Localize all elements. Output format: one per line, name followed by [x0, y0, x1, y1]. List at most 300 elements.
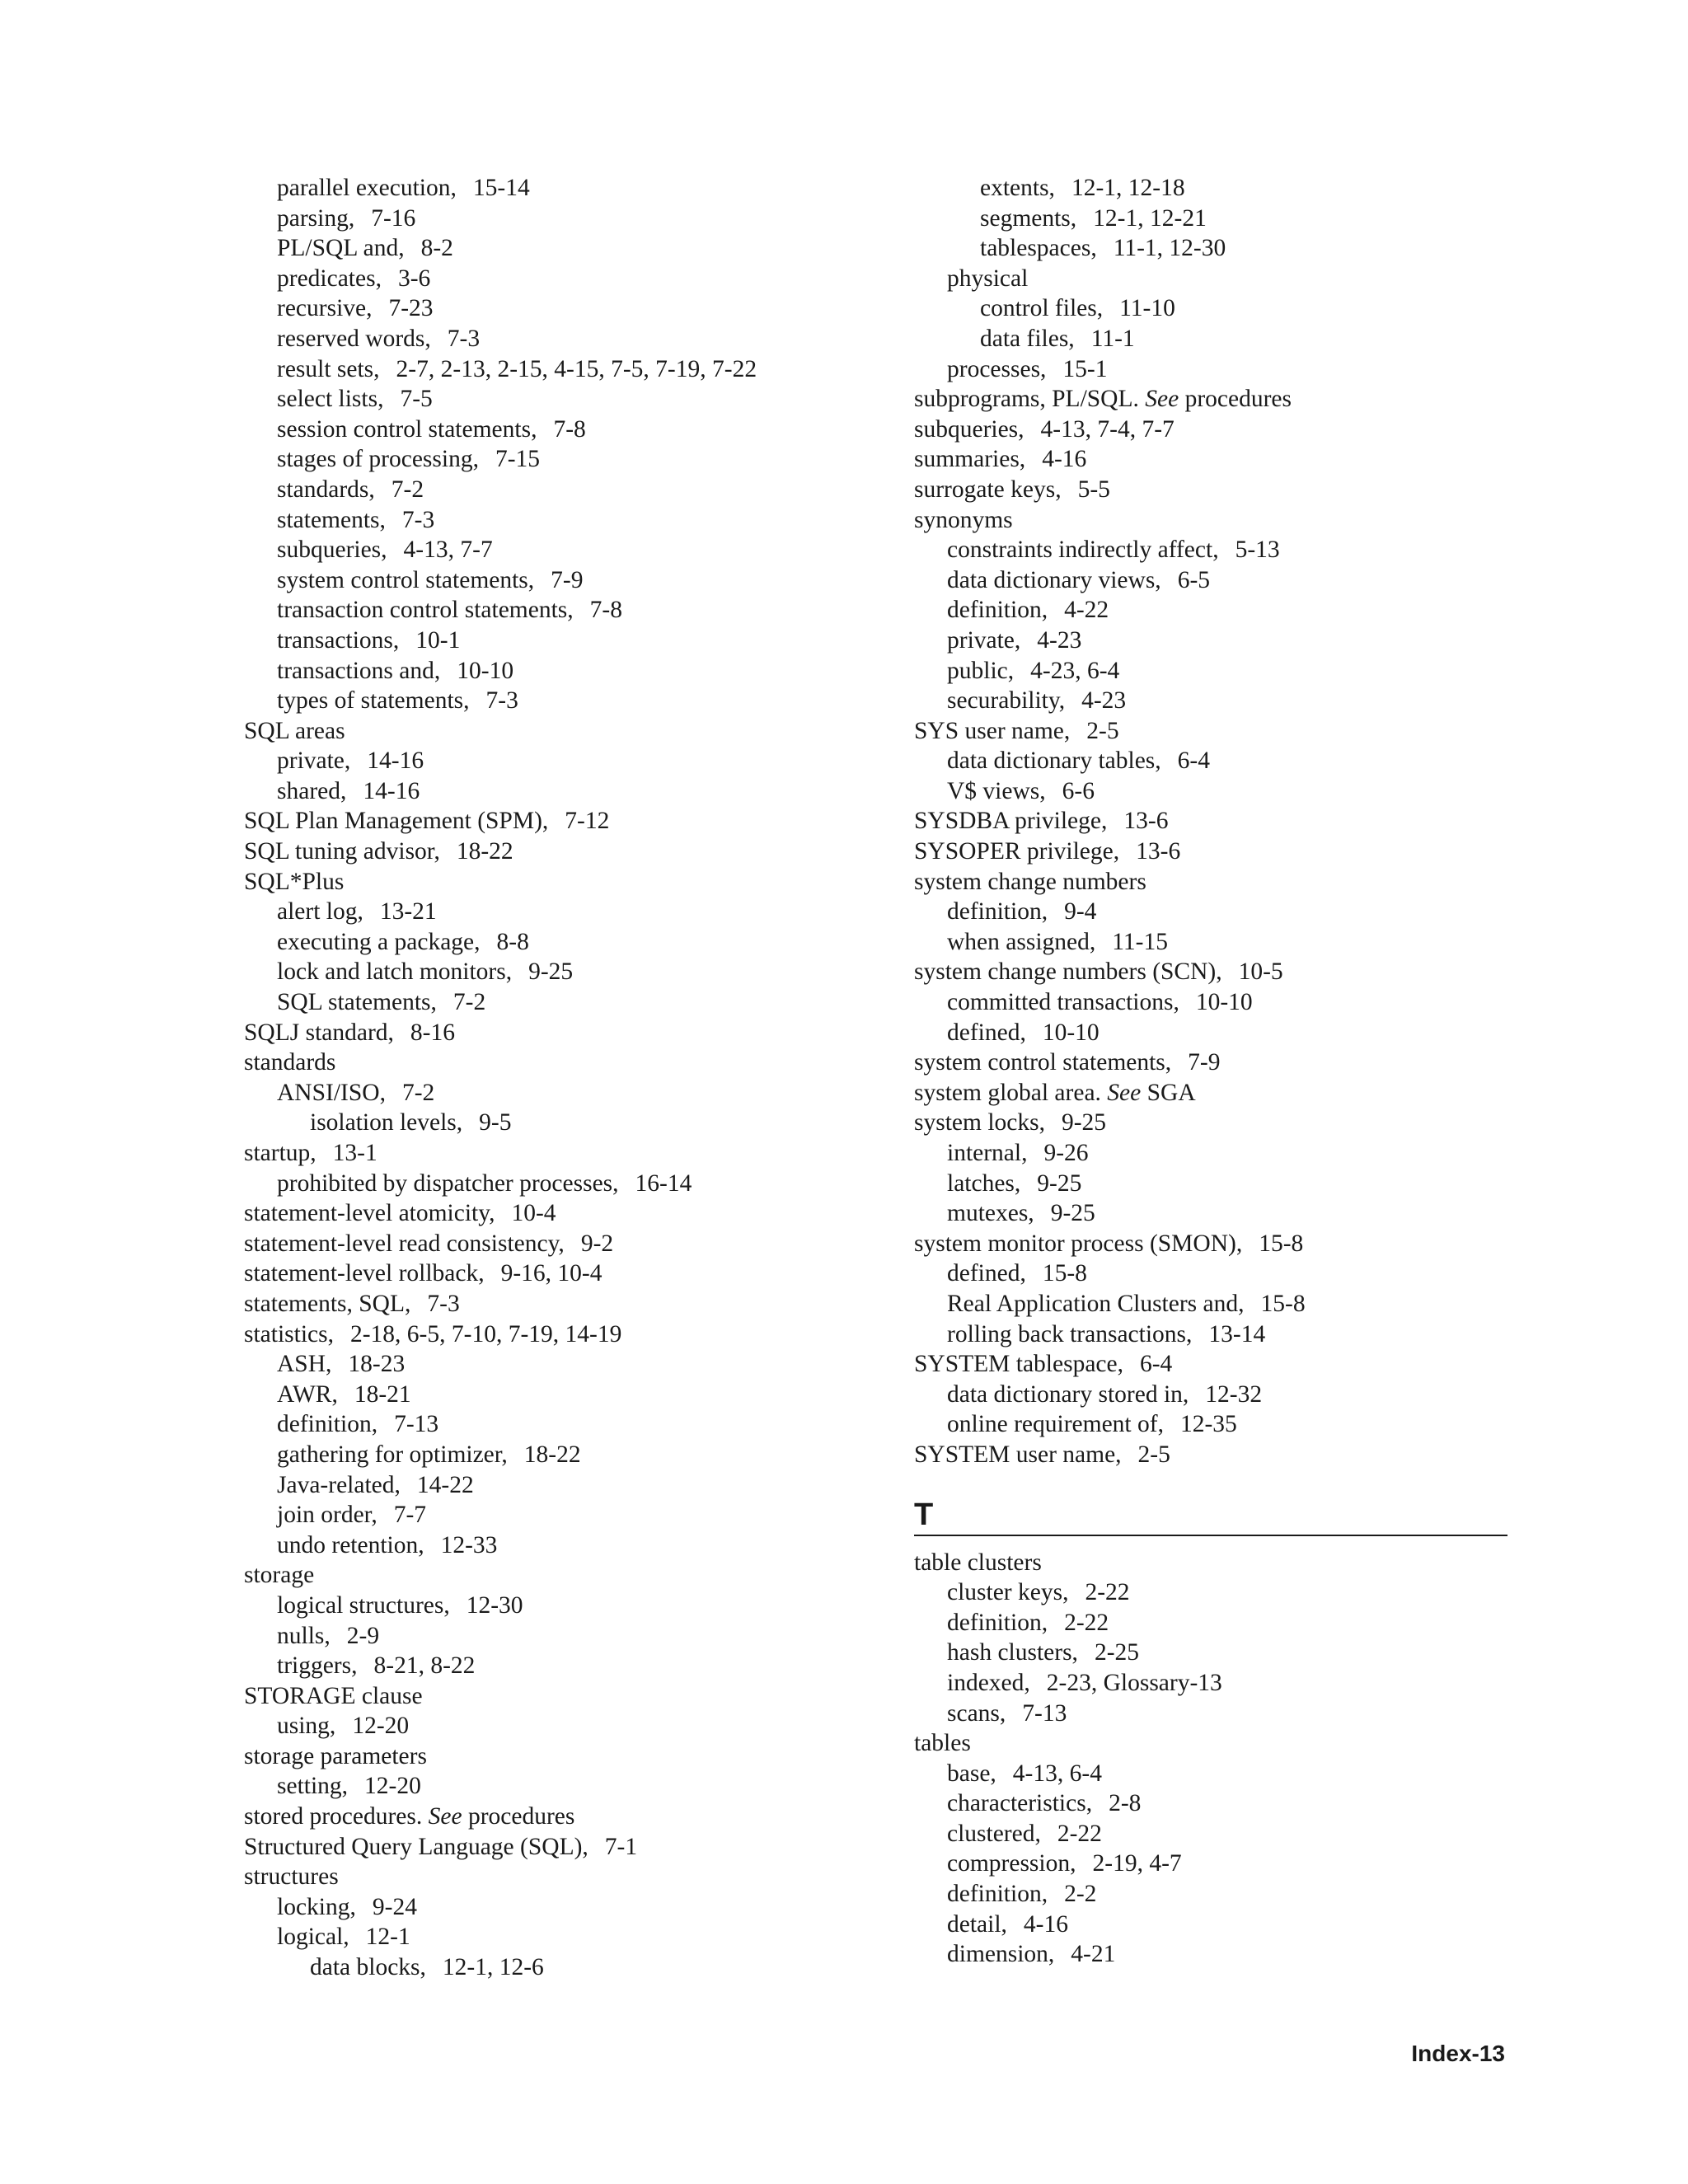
page-references[interactable]: 18-23: [348, 1351, 406, 1378]
page-references[interactable]: 11-1: [1090, 325, 1135, 352]
page-references[interactable]: 7-2: [452, 989, 486, 1016]
index-entry: [244, 1832, 887, 1863]
page-references[interactable]: 4-23, 6-4: [1030, 657, 1120, 684]
index-term: internal,: [947, 1140, 1028, 1166]
index-entry: [244, 1047, 887, 1078]
page-references[interactable]: 13-1: [332, 1140, 377, 1166]
index-term: stored procedures.: [244, 1803, 423, 1830]
index-entry: [914, 1879, 1507, 1910]
index-entry: [914, 1849, 1507, 1879]
page-references[interactable]: 13-14: [1208, 1320, 1266, 1347]
index-entry: [914, 384, 1507, 415]
index-term: when assigned,: [947, 928, 1096, 955]
page-references[interactable]: 7-9: [551, 566, 584, 593]
page-references[interactable]: 6-4: [1139, 1351, 1173, 1378]
page-references[interactable]: 7-3: [401, 506, 435, 533]
index-entry: [244, 656, 887, 687]
page-references[interactable]: 8-16: [410, 1019, 455, 1046]
index-term: transactions,: [277, 626, 400, 654]
index-entry: [244, 1409, 887, 1440]
index-term: SQL*Plus: [244, 868, 345, 895]
index-entry: [914, 746, 1507, 776]
index-term: SQL Plan Management (SPM),: [244, 808, 549, 835]
index-term: logical,: [277, 1924, 349, 1951]
index-entry: [244, 1198, 887, 1229]
index-entry: [244, 264, 887, 294]
index-entry: [244, 1892, 887, 1923]
index-term: STORAGE clause: [244, 1682, 423, 1709]
index-term: data files,: [980, 325, 1075, 352]
index-entry: [914, 233, 1507, 264]
index-term: alert log,: [277, 898, 363, 926]
index-term: isolation levels,: [310, 1109, 463, 1137]
index-term: compression,: [947, 1850, 1076, 1877]
index-entry: [914, 1699, 1507, 1729]
page-references[interactable]: 7-8: [553, 415, 586, 443]
index-entry: [244, 837, 887, 867]
page-references[interactable]: 16-14: [635, 1169, 692, 1197]
see-reference-label: See: [428, 1803, 462, 1830]
page-references[interactable]: 2-22: [1064, 1609, 1109, 1636]
page-references[interactable]: 4-16: [1042, 446, 1087, 473]
index-entry: [914, 837, 1507, 867]
index-entry: [914, 535, 1507, 565]
page-references[interactable]: 6-4: [1177, 748, 1210, 775]
page-references[interactable]: 12-30: [466, 1591, 523, 1619]
page-references[interactable]: 7-1: [604, 1833, 638, 1860]
index-term: private,: [947, 626, 1021, 654]
page-references[interactable]: 18-21: [354, 1380, 411, 1408]
index-entry: [244, 1380, 887, 1410]
index-entry: [244, 1258, 887, 1289]
index-term: session control statements,: [277, 415, 537, 443]
index-entry: [244, 1530, 887, 1561]
index-entry: [914, 1047, 1507, 1078]
page-references[interactable]: 7-13: [394, 1411, 439, 1438]
index-column-left: [244, 173, 887, 1983]
index-term: statement-level rollback,: [244, 1260, 485, 1287]
page-references[interactable]: 4-21: [1071, 1941, 1116, 1968]
index-entry: [244, 776, 887, 807]
index-entry: [244, 1651, 887, 1681]
index-term: ASH,: [277, 1351, 332, 1378]
index-entry: [914, 173, 1507, 204]
index-column-right: [914, 173, 1507, 1970]
index-term: undo retention,: [277, 1531, 424, 1558]
page-references[interactable]: 15-8: [1259, 1230, 1304, 1257]
index-entry: [914, 1078, 1507, 1108]
index-entry: [244, 1621, 887, 1652]
index-term: triggers,: [277, 1652, 358, 1680]
page-references[interactable]: 12-20: [352, 1713, 410, 1740]
index-entry: [244, 1560, 887, 1591]
page-references[interactable]: 13-21: [379, 898, 437, 926]
index-entry: [914, 354, 1507, 385]
index-term: parallel execution,: [277, 175, 457, 201]
page-references[interactable]: 14-16: [367, 748, 424, 775]
page-references[interactable]: 9-2: [580, 1230, 614, 1257]
index-term: constraints indirectly affect,: [947, 537, 1219, 564]
page-references[interactable]: 3-6: [397, 265, 431, 292]
index-entry: [914, 204, 1507, 234]
page-references[interactable]: 12-1, 12-18: [1071, 175, 1185, 201]
index-term: system change numbers: [914, 868, 1146, 895]
index-entries-s: [914, 173, 1507, 1470]
page-references[interactable]: 7-15: [495, 446, 541, 473]
index-term: SQL tuning advisor,: [244, 838, 440, 865]
index-entry: [244, 1470, 887, 1501]
page-references[interactable]: 12-35: [1179, 1411, 1237, 1438]
index-entry: [914, 1409, 1507, 1440]
page-references[interactable]: 4-23: [1081, 687, 1127, 715]
index-entry: [914, 1577, 1507, 1608]
index-entry: [244, 233, 887, 264]
index-term: Structured Query Language (SQL),: [244, 1833, 588, 1860]
page-references[interactable]: 4-13, 7-7: [403, 537, 493, 564]
page-references[interactable]: 2-9: [346, 1622, 380, 1649]
index-entry: [914, 1018, 1507, 1048]
index-entry: [244, 1440, 887, 1470]
index-term: using,: [277, 1713, 336, 1740]
index-entry: [914, 1258, 1507, 1289]
index-term: subqueries,: [277, 537, 387, 564]
index-entry: [244, 1862, 887, 1892]
page-references[interactable]: 6-6: [1062, 777, 1095, 804]
index-term: scans,: [947, 1699, 1006, 1727]
index-entry: [914, 806, 1507, 837]
page-references[interactable]: 9-25: [528, 958, 574, 986]
index-entry: [244, 1681, 887, 1712]
page-references[interactable]: 4-13, 7-4, 7-7: [1040, 415, 1175, 443]
page-references[interactable]: 14-22: [416, 1471, 474, 1498]
index-term: system control statements,: [914, 1049, 1172, 1076]
page-references[interactable]: 4-13, 6-4: [1012, 1760, 1102, 1787]
page-references[interactable]: 7-13: [1022, 1699, 1067, 1727]
index-term: SYSOPER privilege,: [914, 838, 1120, 865]
index-entry: [244, 1138, 887, 1169]
page-references[interactable]: 5-13: [1235, 537, 1280, 564]
index-term: securability,: [947, 687, 1066, 715]
index-term: system monitor process (SMON),: [914, 1230, 1243, 1257]
page-references[interactable]: 2-22: [1057, 1820, 1102, 1847]
index-entry: [914, 1169, 1507, 1199]
page-references[interactable]: 2-22: [1085, 1579, 1130, 1606]
index-entry: [914, 595, 1507, 626]
index-term: statement-level atomicity,: [244, 1200, 495, 1227]
index-entry: [914, 776, 1507, 807]
index-entry: [914, 1440, 1507, 1470]
page-references[interactable]: 2-2: [1064, 1881, 1097, 1908]
page-references[interactable]: 7-9: [1188, 1049, 1221, 1076]
index-entry: [244, 505, 887, 536]
index-entry: [914, 324, 1507, 354]
page-references[interactable]: 7-16: [371, 204, 416, 232]
index-entry: [914, 565, 1507, 596]
index-term: V$ views,: [947, 777, 1046, 804]
page-references[interactable]: 7-3: [427, 1290, 460, 1317]
index-term: SQL areas: [244, 717, 345, 744]
index-term: mutexes,: [947, 1200, 1034, 1227]
page-references[interactable]: 2-18, 6-5, 7-10, 7-19, 14-19: [349, 1320, 622, 1347]
index-term: clustered,: [947, 1820, 1041, 1847]
index-entry: [244, 1349, 887, 1380]
index-entry: [244, 565, 887, 596]
index-entry: [244, 867, 887, 898]
index-entry: [914, 505, 1507, 536]
page-references[interactable]: 7-23: [388, 295, 434, 322]
page-references[interactable]: 12-20: [364, 1773, 421, 1800]
page-references[interactable]: 15-8: [1260, 1290, 1306, 1317]
index-entry: [244, 686, 887, 716]
index-term: ANSI/ISO,: [277, 1079, 386, 1106]
index-term: private,: [277, 748, 351, 775]
index-term: data dictionary views,: [947, 566, 1161, 593]
page-references[interactable]: 7-8: [589, 597, 622, 624]
page-references[interactable]: 8-8: [496, 928, 529, 955]
index-term: defined,: [947, 1260, 1026, 1287]
index-entry: [914, 1548, 1507, 1578]
page-references[interactable]: 10-5: [1238, 958, 1283, 986]
index-term: statistics,: [244, 1320, 334, 1347]
index-entry: [244, 716, 887, 747]
index-entry: [914, 293, 1507, 324]
index-entry: [244, 444, 887, 475]
page-references[interactable]: 7-12: [565, 808, 610, 835]
index-term: predicates,: [277, 265, 382, 292]
page-references[interactable]: 9-25: [1050, 1200, 1095, 1227]
index-term: transactions and,: [277, 657, 441, 684]
index-term: committed transactions,: [947, 989, 1179, 1016]
index-entry: [244, 1500, 887, 1530]
page-references[interactable]: 15-8: [1042, 1260, 1087, 1287]
index-term: synonyms: [914, 506, 1013, 533]
index-term: standards,: [277, 476, 375, 503]
page-references[interactable]: 8-2: [420, 235, 453, 262]
page-references[interactable]: 9-16, 10-4: [500, 1260, 603, 1287]
index-term: join order,: [277, 1502, 377, 1529]
index-entry: [244, 475, 887, 505]
page-references[interactable]: 9-26: [1043, 1140, 1089, 1166]
index-entry: [244, 1108, 887, 1138]
index-term: definition,: [947, 597, 1048, 624]
index-term: tablespaces,: [980, 235, 1097, 262]
page-references[interactable]: 10-10: [457, 657, 514, 684]
index-entry: [914, 987, 1507, 1018]
index-entry: [244, 324, 887, 354]
index-entry: [914, 1668, 1507, 1699]
index-entry: [914, 656, 1507, 687]
index-term: physical: [947, 265, 1029, 292]
page-references[interactable]: 4-16: [1023, 1910, 1068, 1938]
index-entry: [914, 1138, 1507, 1169]
index-term: processes,: [947, 355, 1047, 382]
index-term: SYS user name,: [914, 717, 1071, 744]
page-references[interactable]: 2-23, Glossary-13: [1046, 1669, 1222, 1696]
page-references[interactable]: 12-33: [440, 1531, 498, 1558]
index-term: dimension,: [947, 1941, 1055, 1968]
page-references[interactable]: 13-6: [1123, 808, 1169, 835]
page-references[interactable]: 9-24: [372, 1893, 417, 1920]
page-references[interactable]: 14-16: [363, 777, 420, 804]
page-references[interactable]: 7-7: [393, 1502, 427, 1529]
index-term: extents,: [980, 175, 1055, 201]
index-entry: [914, 1910, 1507, 1940]
index-term: system change numbers (SCN),: [914, 958, 1222, 986]
index-term: structures: [244, 1863, 339, 1891]
index-term: statement-level read consistency,: [244, 1230, 565, 1257]
index-term: control files,: [980, 295, 1104, 322]
index-term: base,: [947, 1760, 996, 1787]
see-reference-target[interactable]: procedures: [467, 1803, 575, 1830]
index-term: parsing,: [277, 204, 355, 232]
index-term: recursive,: [277, 295, 373, 322]
index-term: prohibited by dispatcher processes,: [277, 1169, 619, 1197]
index-term: logical structures,: [277, 1591, 450, 1619]
page-references[interactable]: 9-25: [1037, 1169, 1082, 1197]
see-reference-label: See: [1145, 386, 1179, 413]
page-references[interactable]: 12-1, 12-21: [1093, 204, 1207, 232]
index-entry: [244, 595, 887, 626]
index-entry: [244, 354, 887, 385]
index-term: standards: [244, 1049, 336, 1076]
index-entry: [244, 746, 887, 776]
page-references[interactable]: 4-22: [1064, 597, 1109, 624]
index-term: characteristics,: [947, 1790, 1093, 1817]
index-term: detail,: [947, 1910, 1007, 1938]
page-references[interactable]: 10-10: [1042, 1019, 1100, 1046]
index-entry: [914, 1788, 1507, 1819]
page-references[interactable]: 7-3: [485, 687, 518, 715]
page-references[interactable]: 2-5: [1086, 717, 1119, 744]
section-heading-t: T: [914, 1498, 1507, 1536]
index-term: surrogate keys,: [914, 476, 1062, 503]
see-reference-target[interactable]: procedures: [1184, 386, 1292, 413]
page-references[interactable]: 7-5: [400, 386, 433, 413]
index-entry: [914, 686, 1507, 716]
page-references[interactable]: 5-5: [1077, 476, 1110, 503]
page-references[interactable]: 9-5: [479, 1109, 512, 1137]
page-references[interactable]: 10-1: [415, 626, 461, 654]
page-references[interactable]: 12-32: [1205, 1380, 1263, 1408]
page-references[interactable]: 2-5: [1137, 1441, 1170, 1468]
index-term: cluster keys,: [947, 1579, 1069, 1606]
page-references[interactable]: 13-6: [1136, 838, 1181, 865]
page-references[interactable]: 10-10: [1195, 989, 1253, 1016]
index-term: segments,: [980, 204, 1077, 232]
index-entry: [914, 1939, 1507, 1970]
page-references[interactable]: 11-1, 12-30: [1113, 235, 1226, 262]
index-term: system global area.: [914, 1079, 1101, 1106]
index-term: SYSTEM user name,: [914, 1441, 1122, 1468]
index-term: definition,: [277, 1411, 378, 1438]
index-entry: [244, 1319, 887, 1350]
index-term: shared,: [277, 777, 347, 804]
page-references[interactable]: 7-2: [401, 1079, 435, 1106]
index-term: startup,: [244, 1140, 316, 1166]
index-entry: [244, 1741, 887, 1772]
index-term: subqueries,: [914, 415, 1025, 443]
index-entry: [244, 293, 887, 324]
index-entry: [244, 927, 887, 958]
index-term: table clusters: [914, 1549, 1042, 1576]
index-term: types of statements,: [277, 687, 470, 715]
index-term: system control statements,: [277, 566, 535, 593]
index-entry: [914, 1319, 1507, 1350]
index-entry: [914, 1638, 1507, 1668]
index-term: executing a package,: [277, 928, 481, 955]
index-term: setting,: [277, 1773, 349, 1800]
index-term: online requirement of,: [947, 1411, 1164, 1438]
index-term: SYSDBA privilege,: [914, 808, 1108, 835]
page-references[interactable]: 4-23: [1037, 626, 1082, 654]
index-term: Java-related,: [277, 1471, 401, 1498]
page-references[interactable]: 18-22: [456, 838, 513, 865]
index-term: locking,: [277, 1893, 356, 1920]
index-entry: [914, 1198, 1507, 1229]
index-entry: [914, 957, 1507, 987]
see-reference-target[interactable]: SGA: [1146, 1079, 1196, 1106]
page-references[interactable]: 7-3: [447, 325, 481, 352]
index-entry: [244, 1711, 887, 1741]
index-entry: [914, 1759, 1507, 1789]
page-references[interactable]: 12-1, 12-6: [442, 1954, 544, 1981]
page-references[interactable]: 11-10: [1119, 295, 1175, 322]
index-term: definition,: [947, 898, 1048, 926]
index-term: Real Application Clusters and,: [947, 1290, 1245, 1317]
index-entry: [914, 1289, 1507, 1319]
page-references[interactable]: 6-5: [1177, 566, 1211, 593]
index-term: indexed,: [947, 1669, 1030, 1696]
index-entry: [914, 415, 1507, 445]
page-references[interactable]: 15-1: [1062, 355, 1108, 382]
index-entry: [244, 1591, 887, 1621]
page-references[interactable]: 18-22: [523, 1441, 581, 1468]
index-entry: [244, 1802, 887, 1832]
page-references[interactable]: 2-19, 4-7: [1092, 1850, 1182, 1877]
index-term: storage parameters: [244, 1742, 427, 1769]
index-term: hash clusters,: [947, 1639, 1078, 1666]
index-entry: [244, 173, 887, 204]
page-references[interactable]: 7-2: [391, 476, 424, 503]
index-term: reserved words,: [277, 325, 431, 352]
index-term: storage: [244, 1562, 315, 1589]
index-term: transaction control statements,: [277, 597, 574, 624]
page-references[interactable]: 2-8: [1109, 1790, 1142, 1817]
page-references[interactable]: 12-1: [365, 1924, 410, 1951]
page-references[interactable]: 2-25: [1094, 1639, 1140, 1666]
page-references[interactable]: 8-21, 8-22: [373, 1652, 476, 1680]
index-entry: [914, 1380, 1507, 1410]
page-references[interactable]: 15-14: [472, 175, 530, 201]
index-term: data dictionary tables,: [947, 748, 1161, 775]
index-term: system locks,: [914, 1109, 1045, 1137]
index-term: tables: [914, 1730, 971, 1757]
index-entry: [244, 987, 887, 1018]
index-entry: [244, 1078, 887, 1108]
index-entry: [914, 1608, 1507, 1638]
index-entry: [914, 1108, 1507, 1138]
index-entry: [244, 1229, 887, 1259]
index-term: public,: [947, 657, 1015, 684]
page-references[interactable]: 10-4: [511, 1200, 556, 1227]
index-term: SQLJ standard,: [244, 1019, 394, 1046]
page-references[interactable]: 2-7, 2-13, 2-15, 4-15, 7-5, 7-19, 7-22: [396, 355, 757, 382]
index-entry: [244, 1289, 887, 1319]
page-references[interactable]: 11-15: [1112, 928, 1168, 955]
page-references[interactable]: 9-4: [1064, 898, 1097, 926]
page-references[interactable]: 9-25: [1061, 1109, 1107, 1137]
index-entry: [914, 1349, 1507, 1380]
